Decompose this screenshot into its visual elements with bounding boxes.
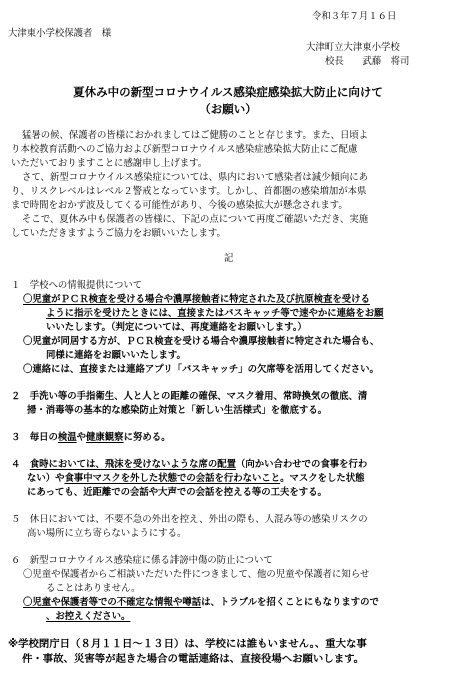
intro-p3-line2: していただきますようご協力をお願いいたします。 — [11, 228, 226, 239]
section-4-number: ４ — [11, 459, 30, 470]
section-4-line1-post: （向かい合わせでの食事を行わ — [236, 459, 368, 470]
section-4-line2-post: 。マスクをした状態 — [280, 473, 365, 484]
section-1-heading: １ 学校への情報提供について — [11, 280, 143, 291]
intro-p1-line1: 猛暑の候、保護者の皆様におかれましてはご健勝のことと存じます。また、日頃よ — [22, 130, 369, 141]
section-6-item-a-line2: ることはありません。 — [46, 583, 141, 594]
section-1-item-b-line2: 同様に連絡をお願いいたします。 — [46, 350, 186, 361]
section-5-line1: ５ 休日においては、不要不急の外出を控え、外出の際も、人混み等の感染リスクの — [11, 514, 368, 525]
section-4-line1 — [11, 458, 367, 472]
section-3-post: に努める。 — [123, 432, 171, 443]
intro-p2-line1: さて、新型コロナウイルス感染症については、県内において感染者は減少傾向にあ — [22, 172, 368, 183]
section-2-line1: ２ 手洗い等の手指衛生、人と人との距離の確保、マスク着用、常時換気の徹底、清 — [11, 391, 368, 402]
intro-p3-line1: そこで、夏休み中も保護者の皆様に、下記の点について再度ご確認いただき、実施 — [22, 214, 369, 225]
section-6-item-a-line1: 〇児童や保護者からご相談いただいた件につきまして、他の児童や保護者に知らせ — [23, 569, 370, 580]
closure-notice-line1: ※学校閉庁日（８月１１日～１３日）は、学校には誰もいません。、重大な事 — [8, 638, 367, 650]
section-3-pre: ３ 毎日の — [11, 432, 58, 443]
section-1-item-a-line2: ように指示を受けたときには、直接またはバスキャッチ等で速やかに連絡をお願 — [46, 308, 384, 319]
section-4-seating: 食時においては、飛沫を受けないような席の配置 — [29, 459, 237, 470]
closure-notice-line2: 件・事故、災害等が起きた場合の電話連絡は、直接役場へお願いします。 — [22, 653, 365, 665]
section-5-line2: 高い場所に立ち寄らないようにする。 — [27, 528, 187, 539]
section-1-item-a-line3: いいたします。（判定については、再度連絡をお願いします。） — [46, 322, 307, 333]
section-6-item-b-line1 — [23, 596, 379, 610]
document-subtitle: （お願い） — [199, 102, 257, 116]
ki-marker: 記 — [224, 253, 234, 264]
intro-p2-line3: まで時間をおかず波及してくる可能性があり、今後の感染拡大が懸念されます。 — [11, 200, 348, 211]
section-4-line2 — [27, 472, 365, 486]
sender-school: 大津町立大津東小学校 — [306, 42, 400, 53]
document-date: 令和３年７月１６日 — [312, 11, 397, 22]
section-6-heading: ６ 新型コロナウイルス感染症に係る誹謗中傷の防止について — [11, 555, 273, 566]
section-4-mask-talk: 食事中マスクを外した状態での会話を行わないこと — [64, 473, 281, 484]
section-4-line3: にあっても、近距離での会話や大声での会話を控える等の工夫をする。 — [27, 487, 327, 498]
section-1-item-b-line1: 〇児童が同居する方が、ＰＣＲ検査を受ける場合や濃厚接触者に特定された場合も、 — [23, 336, 380, 347]
section-4-line2-pre: ない）や — [27, 473, 65, 484]
intro-p1-line3: いただいておりますことに感謝申し上げます。 — [11, 158, 208, 169]
section-1-item-a-line1: 〇児童がＰＣＲ検査を受ける場合や濃厚接触者に特定された及び抗原検査を受ける — [23, 294, 370, 305]
section-2-line2: 掃・消毒等の基本的な感染防止対策と「新しい生活様式」を徹底する。 — [27, 405, 328, 416]
intro-p1-line2: り本校教育活動へのご協力および新型コロナウイルス感染症感染拡大防止にご配慮 — [11, 144, 358, 155]
intro-p2-line2: り、リスクレベルはレベル２警戒となっています。しかし、首都圏の感染増加が本県 — [11, 186, 367, 197]
section-6-item-b-post: は、トラブルを招くことにもなりますので — [201, 597, 379, 608]
section-3-temperature: 検温 — [57, 432, 77, 443]
section-3-health-check: 健康観察 — [86, 432, 124, 443]
section-1-item-c-line1: 〇連絡には、直接または連絡アプリ「バスキャッチ」の欠席等を活用してください。 — [23, 364, 379, 375]
section-6-rumors: 〇児童や保護者等での不確定な情報や噂話 — [23, 597, 202, 608]
sender-principal: 校長 武藤 将司 — [325, 56, 410, 67]
recipient: 大津東小学校保護者 様 — [8, 28, 112, 39]
section-6-item-b-line2: 、お控えください。 — [46, 611, 131, 622]
section-3-line — [11, 431, 170, 445]
document-title: 夏休み中の新型コロナウイルス感染症感染拡大防止に向けて — [73, 85, 383, 99]
section-3-mid: や — [76, 432, 87, 443]
